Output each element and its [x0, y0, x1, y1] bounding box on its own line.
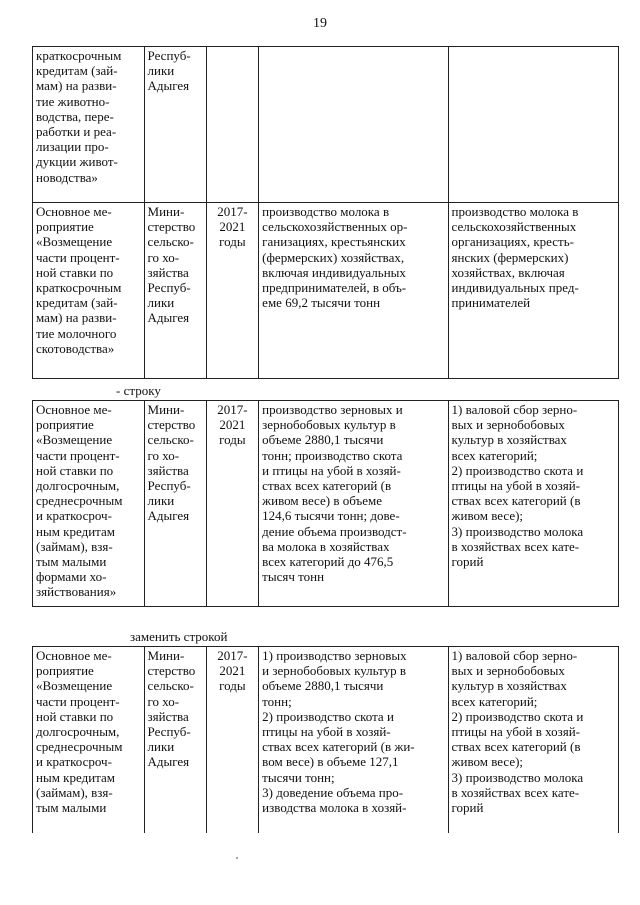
note-zamenit: заменить строкой — [130, 629, 228, 644]
cell-event-name: Основное ме- роприятие «Возмещение части процент- ной ставки по долгосрочным, среднесрочным и краткосроч- ным кредитам (займам), взя- тым малыми — [33, 647, 145, 833]
note-stroku: - строку — [116, 383, 161, 398]
page-number: 19 — [313, 16, 327, 31]
table-row-smallforms-old — [33, 401, 619, 607]
cell-indicator — [448, 47, 618, 203]
cell-indicator: 1) валовой сбор зерно- вых и зернобобовых культур в хозяйствах всех категорий; 2) производство скота и птицы на убой в хозяй- ствах всех категорий (в живом весе); 3) производство молока в хозяйствах всех кате- горий — [448, 647, 618, 833]
cell-result — [259, 47, 448, 203]
table-bottom — [32, 646, 619, 833]
cell-period: 2017- 2021 годы — [206, 401, 259, 607]
cell-executor: Мини- стерство сельско- го хо- зяйства Респуб- лики Адыгея — [144, 647, 206, 833]
cell-event-name: Основное ме- роприятие «Возмещение части процент- ной ставки по долгосрочным, среднесрочным и краткосроч- ным кредитам (займам), взя- тым малыми формами хо- зяйствования» — [33, 401, 145, 607]
table-row-milk — [33, 203, 619, 379]
table-row-continued — [33, 47, 619, 203]
table-row-smallforms-new — [33, 647, 619, 833]
table-top — [32, 46, 619, 379]
cell-indicator: 1) валовой сбор зерно- вых и зернобобовых культур в хозяйствах всех категорий; 2) производство скота и птицы на убой в хозяй- ствах всех категорий (в живом весе); 3) производство молока в хозяйствах всех кате- горий — [448, 401, 618, 607]
scan-speck — [236, 857, 238, 859]
cell-event-name: Основное ме- роприятие «Возмещение части процент- ной ставки по краткосрочным кредитам (зай- мам) на разви- тие молочного скотоводства» — [33, 203, 145, 379]
cell-event-name: краткосрочным кредитам (зай- мам) на разви- тие животно- водства, пере- работки и реа- лизации про- дукции живот- новодства» — [33, 47, 145, 203]
cell-period — [206, 47, 259, 203]
cell-result: производство зерновых и зернобобовых культур в объеме 2880,1 тысячи тонн; производство скота и птицы на убой в хозяй- ствах всех категорий (в живом весе) в объеме 124,6 тысячи тонн; дове- дение объема производст- ва молока в хозяйствах всех категорий до 476,5 тысяч тонн — [259, 401, 448, 607]
cell-executor: Респуб- лики Адыгея — [144, 47, 206, 203]
cell-result: 1) производство зерновых и зернобобовых культур в объеме 2880,1 тысячи тонн; 2) производство скота и птицы на убой в хозяй- ствах всех категорий (в жи- вом весе) в объеме 127,1 тысячи тонн; 3) доведение объема про- изводства молока в хозяй- — [259, 647, 448, 833]
cell-period: 2017- 2021 годы — [206, 647, 259, 833]
cell-period: 2017- 2021 годы — [206, 203, 259, 379]
cell-executor: Мини- стерство сельско- го хо- зяйства Респуб- лики Адыгея — [144, 401, 206, 607]
cell-executor: Мини- стерство сельско- го хо- зяйства Респуб- лики Адыгея — [144, 203, 206, 379]
table-middle — [32, 400, 619, 607]
cell-indicator: производство молока в сельскохозяйственных организациях, кресть- янских (фермерских) хозяйствах, включая индивидуальных пред- принимателей — [448, 203, 618, 379]
cell-result: производство молока в сельскохозяйственных ор- ганизациях, крестьянских (фермерских) хозяйствах, включая индивидуальных предпринимателей, в объ- еме 69,2 тысячи тонн — [259, 203, 448, 379]
